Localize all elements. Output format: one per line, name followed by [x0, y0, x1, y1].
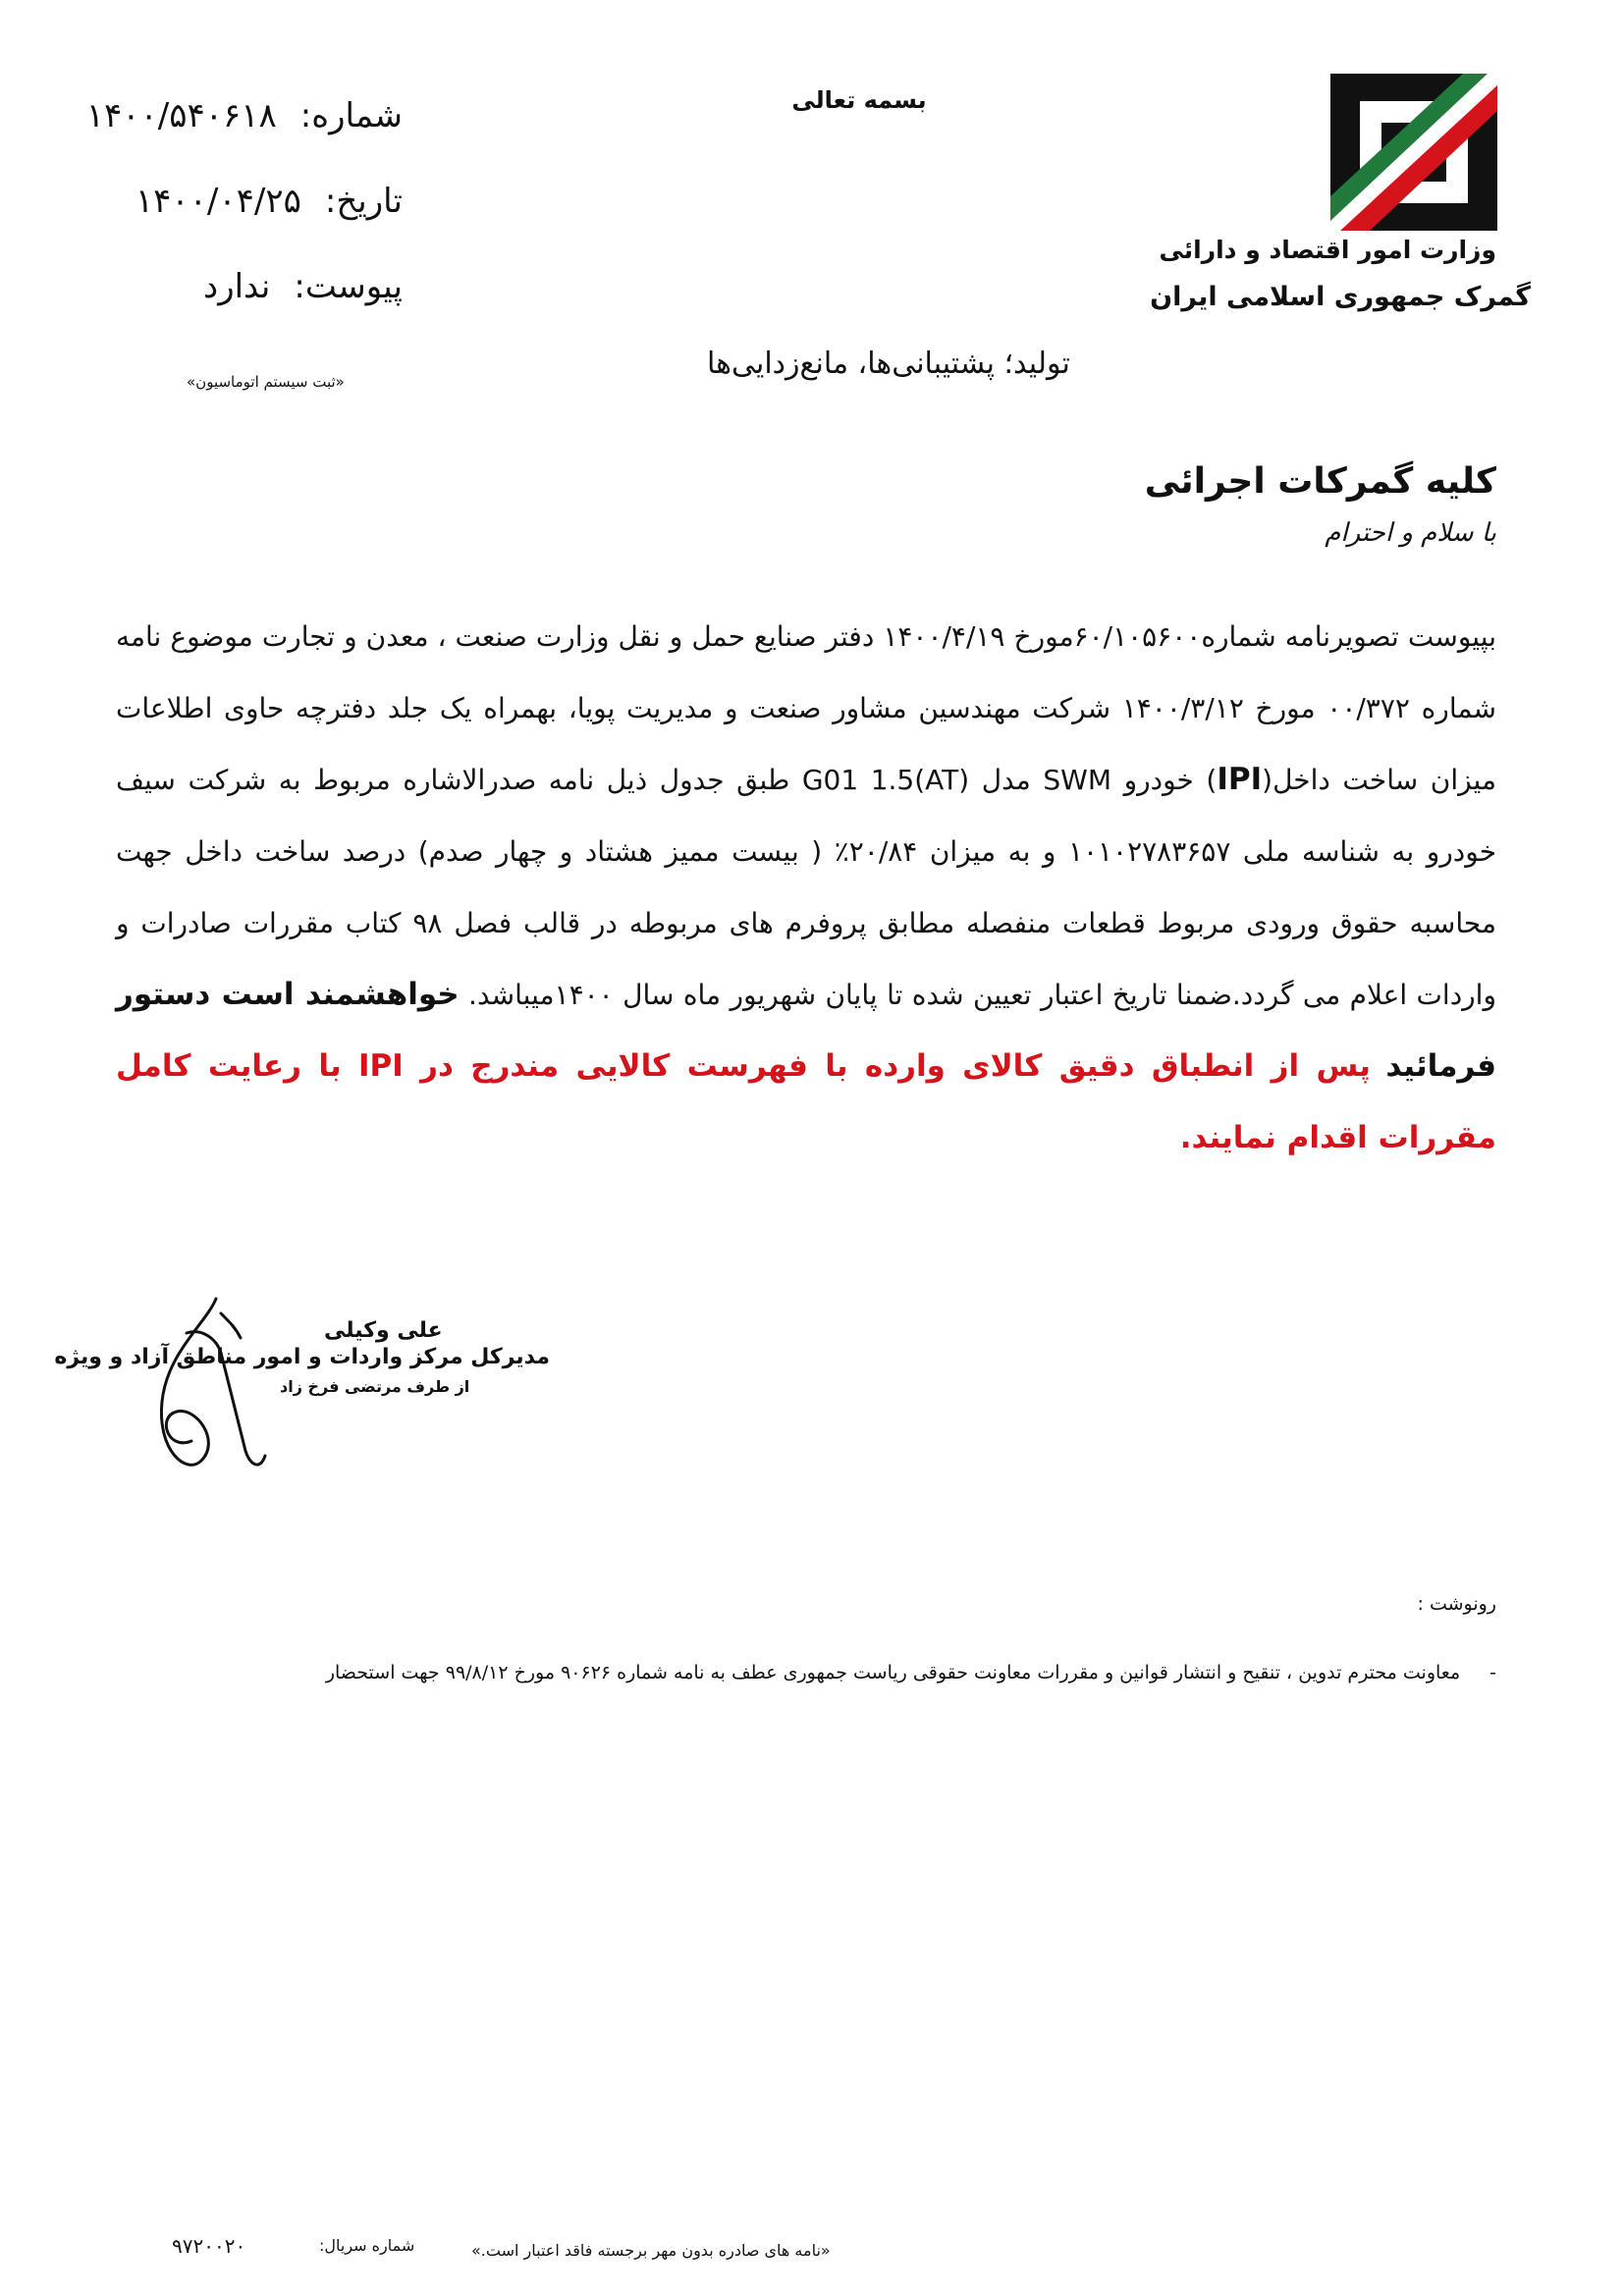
serial-number-value: ۹۷۲۰۰۲۰: [172, 2234, 246, 2258]
automation-registration-note: «ثبت سیستم اتوماسیون»: [187, 373, 345, 391]
signatory-on-behalf: از طرف مرتضی فرخ زاد: [280, 1377, 470, 1396]
serial-number-label: شماره سریال:: [319, 2236, 415, 2255]
letter-date-value: ۱۴۰۰/۰۴/۲۵: [135, 182, 301, 221]
letter-body: [116, 601, 1496, 1174]
letter-number-label: شماره:: [299, 96, 403, 135]
customs-name: گمرک جمهوری اسلامی ایران: [1150, 282, 1531, 312]
body-ipi-term: IPI: [1217, 762, 1263, 797]
footer-validity-note: «نامه های صادره بدون مهر برجسته فاقد اعتبار است.»: [471, 2241, 831, 2260]
letter-number-value: ۱۴۰۰/۵۴۰۶۱۸: [85, 96, 277, 135]
cc-item-text: معاونت محترم تدوین ، تنقیح و انتشار قوانین و مقررات معاونت حقوقی ریاست جمهوری عطف به نامه شماره ۹۰۶۲۶ مورخ ۹۹/۸/۱۲ جهت استحضار: [325, 1662, 1461, 1683]
invocation-heading: بسمه تعالی: [791, 86, 927, 114]
letter-number-row: [85, 96, 403, 135]
greeting-line: با سلام و احترام: [1325, 518, 1496, 548]
body-request-bold: خواهشمند است دستور فرمائید: [116, 977, 1497, 1084]
iran-customs-logo-icon: [1330, 74, 1497, 231]
body-paragraph-part2: ) خودرو SWM مدل G01 1.5(AT) طبق جدول ذیل نامه صدرالاشاره مربوط به شرکت سیف خودرو به شناسه ملی ۱۰۱۰۲۷۸۳۶۵۷ و به میزان ۲۰/۸۴٪ ( بیست ممیز هشتاد و چهار صدم) درصد ساخت داخل جهت محاسبه حقوق ورودی مربوط قطعات منفصله مطابق پروفرم های مربوطه در قالب فصل ۹۸ کتاب مقررات صادرات و واردات اعلام می گردد.ضمنا تاریخ اعتبار تعیین شده تا پایان شهریور ماه سال ۱۴۰۰میباشد.: [116, 764, 1497, 1011]
signatory-title: مدیرکل مرکز واردات و امور مناطق آزاد و ویژه: [54, 1345, 550, 1369]
letter-attachment-row: [88, 267, 403, 306]
letter-attachment-value: ندارد: [203, 267, 271, 306]
handwritten-signature-icon: [147, 1294, 275, 1480]
signatory-name: علی وکیلی: [324, 1318, 443, 1343]
cc-label: رونوشت :: [1417, 1593, 1496, 1615]
letter-date-row: [88, 182, 403, 221]
cc-bullet: -: [1489, 1662, 1496, 1683]
cc-item: [326, 1662, 1496, 1683]
body-request-red: پس از انطباق دقیق کالای وارده با فهرست کالایی مندرج در IPI با رعایت کامل مقررات اقدام نمایند.: [116, 1048, 1496, 1155]
letter-attachment-label: پیوست:: [294, 267, 403, 306]
department-tagline: تولید؛ پشتیبانی‌ها، مانع‌زدایی‌ها: [707, 347, 1070, 381]
ministry-name: وزارت امور اقتصاد و دارائی: [1159, 236, 1496, 264]
body-paragraph-part1: بپیوست تصویرنامه شماره۶۰/۱۰۵۶۰۰مورخ ۱۴۰۰/۴/۱۹ دفتر صنایع حمل و نقل وزارت صنعت ، معدن و تجارت موضوع نامه شماره ۰۰/۳۷۲ مورخ ۱۴۰۰/۳/۱۲ شرکت مهندسین مشاور صنعت و مدیریت پویا، بهمراه یک جلد دفترچه حاوی اطلاعات میزان ساخت داخل(: [116, 620, 1496, 796]
recipient-heading: کلیه گمرکات اجرائی: [1144, 461, 1496, 502]
letter-date-label: تاریخ:: [324, 182, 403, 221]
